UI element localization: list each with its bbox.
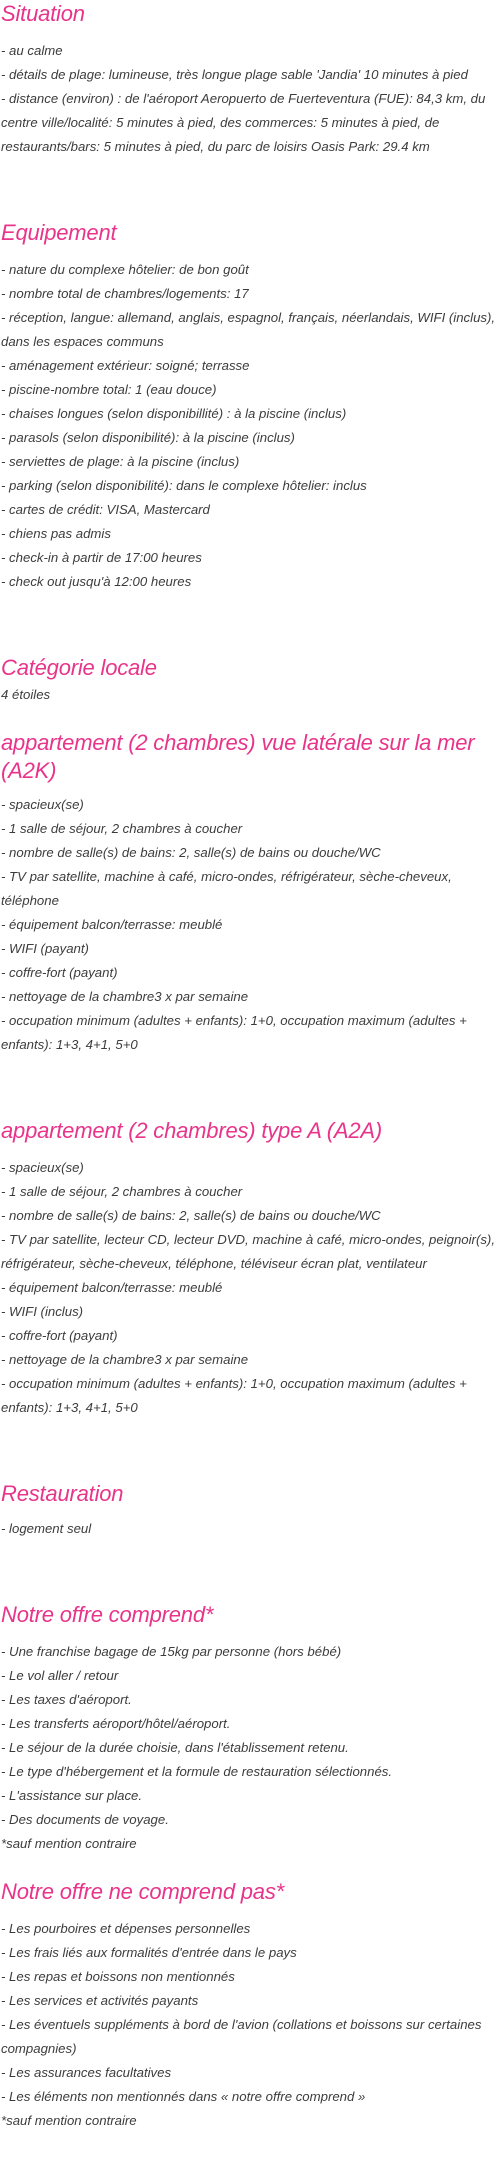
list-item: - Les repas et boissons non mentionnés (1, 1969, 235, 1984)
situation-section (0, 0, 498, 159)
list-item: - nombre de salle(s) de bains: 2, salle(s) de bains ou douche/WC (1, 1208, 381, 1223)
list-item: - aménagement extérieur: soigné; terrasse (1, 358, 250, 373)
list-item: - occupation minimum (adultes + enfants): 1+0, occupation maximum (adultes + enfants): 1+3, 4+1, 5+0 (1, 1013, 467, 1052)
list-item: - Le vol aller / retour (1, 1668, 119, 1683)
list-item: - chiens pas admis (1, 526, 111, 541)
list-item: - Les assurances facultatives (1, 2065, 172, 2080)
list-item: - parking (selon disponibilité): dans le complexe hôtelier: inclus (1, 478, 367, 493)
list-item: - TV par satellite, lecteur CD, lecteur DVD, machine à café, micro-ondes, peignoir(s), réfrigérateur, sèche-cheveux, téléphone, téléviseur écran plat, ventilateur (1, 1232, 495, 1271)
appartement-a2k-list (0, 793, 498, 1057)
categorie-title: Catégorie locale (1, 655, 157, 680)
list-item: *sauf mention contraire (1, 2113, 137, 2128)
restauration-list (0, 1517, 498, 1541)
list-item: - coffre-fort (payant) (1, 965, 118, 980)
list-item: - Les services et activités payants (1, 1993, 199, 2008)
restauration-section (0, 1480, 498, 1541)
list-item: - Les éventuels suppléments à bord de l'avion (collations et boissons sur certaines compagnies) (1, 2017, 482, 2056)
list-item: - distance (environ) : de l'aéroport Aeropuerto de Fuerteventura (FUE): 84,3 km, du centre ville/localité: 5 minutes à pied, des commerces: 5 minutes à pied, de restaurants/bars: 5 minutes à pied, du parc de loisirs Oasis Park: 29.4 km (1, 91, 486, 154)
list-item: - Les pourboires et dépenses personnelles (1, 1921, 251, 1936)
list-item: - Les taxes d'aéroport. (1, 1692, 132, 1707)
list-item: - 1 salle de séjour, 2 chambres à coucher (1, 821, 243, 836)
list-item: - spacieux(se) (1, 797, 84, 812)
offre-comprend-section (0, 1601, 498, 1856)
list-item: - équipement balcon/terrasse: meublé (1, 917, 223, 932)
list-item: - nombre total de chambres/logements: 17 (1, 286, 249, 301)
restauration-title: Restauration (1, 1481, 124, 1506)
list-item: - Le type d'hébergement et la formule de restauration sélectionnés. (1, 1764, 393, 1779)
equipement-section (0, 219, 498, 594)
list-item: - Les éléments non mentionnés dans « notre offre comprend » (1, 2089, 366, 2104)
list-item: - Une franchise bagage de 15kg par personne (hors bébé) (1, 1644, 342, 1659)
list-item: - nombre de salle(s) de bains: 2, salle(s) de bains ou douche/WC (1, 845, 381, 860)
list-item: - parasols (selon disponibilité): à la piscine (inclus) (1, 430, 295, 445)
list-item: - réception, langue: allemand, anglais, espagnol, français, néerlandais, WIFI (inclus), dans les espaces communs (1, 310, 496, 349)
list-item: - TV par satellite, machine à café, micro-ondes, réfrigérateur, sèche-cheveux, téléphone (1, 869, 452, 908)
list-item: - WIFI (inclus) (1, 1304, 84, 1319)
appartement-a2k-section (0, 729, 498, 1057)
list-item: - piscine-nombre total: 1 (eau douce) (1, 382, 217, 397)
list-item: - Les frais liés aux formalités d'entrée dans le pays (1, 1945, 297, 1960)
categorie-value: 4 étoiles (1, 687, 51, 702)
offre-comprend-title: Notre offre comprend* (1, 1602, 214, 1627)
list-item: - chaises longues (selon disponibillité) : à la piscine (inclus) (1, 406, 347, 421)
list-item: - check out jusqu'à 12:00 heures (1, 574, 192, 589)
situation-title: Situation (1, 1, 85, 26)
offre-ne-comprend-pas-list (0, 1917, 498, 2133)
offre-ne-comprend-pas-title: Notre offre ne comprend pas* (1, 1879, 284, 1904)
list-item: - au calme (1, 43, 63, 58)
list-item: - serviettes de plage: à la piscine (inclus) (1, 454, 240, 469)
offre-comprend-list (0, 1640, 498, 1856)
list-item: - check-in à partir de 17:00 heures (1, 550, 202, 565)
list-item: - logement seul (1, 1521, 92, 1536)
list-item: - cartes de crédit: VISA, Mastercard (1, 502, 210, 517)
appartement-a2k-title: appartement (2 chambres) vue latérale sur la mer (A2K) (1, 730, 475, 783)
list-item: - spacieux(se) (1, 1160, 84, 1175)
categorie-section (0, 654, 498, 707)
list-item: - Les transferts aéroport/hôtel/aéroport. (1, 1716, 231, 1731)
list-item: - occupation minimum (adultes + enfants): 1+0, occupation maximum (adultes + enfants): 1+3, 4+1, 5+0 (1, 1376, 467, 1415)
list-item: - nettoyage de la chambre3 x par semaine (1, 1352, 249, 1367)
list-item: - nettoyage de la chambre3 x par semaine (1, 989, 249, 1004)
list-item: - Des documents de voyage. (1, 1812, 169, 1827)
list-item: - détails de plage: lumineuse, très longue plage sable 'Jandia' 10 minutes à pied (1, 67, 468, 82)
list-item: - coffre-fort (payant) (1, 1328, 118, 1343)
list-item: - équipement balcon/terrasse: meublé (1, 1280, 223, 1295)
list-item: - WIFI (payant) (1, 941, 89, 956)
equipement-list (0, 258, 498, 594)
list-item: - 1 salle de séjour, 2 chambres à coucher (1, 1184, 243, 1199)
offre-ne-comprend-pas-section (0, 1878, 498, 2133)
situation-list (0, 39, 498, 159)
appartement-a2a-section (0, 1117, 498, 1420)
list-item: - L'assistance sur place. (1, 1788, 143, 1803)
list-item: - Le séjour de la durée choisie, dans l'établissement retenu. (1, 1740, 349, 1755)
equipement-title: Equipement (1, 220, 117, 245)
list-item: *sauf mention contraire (1, 1836, 137, 1851)
list-item: - nature du complexe hôtelier: de bon goût (1, 262, 249, 277)
appartement-a2a-title: appartement (2 chambres) type A (A2A) (1, 1118, 383, 1143)
appartement-a2a-list (0, 1156, 498, 1420)
